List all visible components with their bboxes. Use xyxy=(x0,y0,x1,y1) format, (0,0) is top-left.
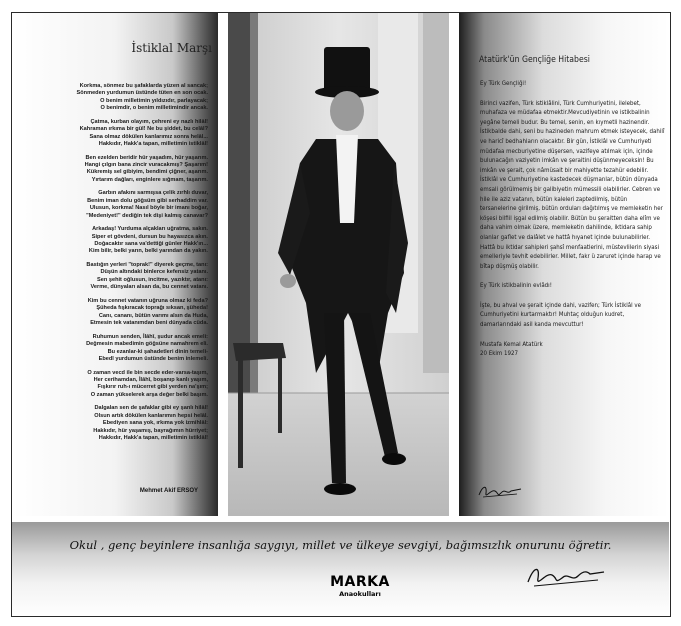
logo-name: MARKA xyxy=(330,574,390,590)
poem-line: Arkadaş! Yurduma alçakları uğratma, sakın. xyxy=(92,226,208,233)
istiklal-marsi-panel xyxy=(12,13,218,516)
poem-line: Hangi çılgın bana zincir vuracakmış? Şaşarım! xyxy=(84,162,208,169)
poem-line: Bu ezanlar-ki şahadetleri dinin temeli- xyxy=(107,348,208,355)
poem-line: Olsun artık dökülen kanlarımın hepsi helâl. xyxy=(94,412,208,419)
poem-line: Canı, cananı, bütün varımı alsın da Huda, xyxy=(98,312,208,319)
poem-stanza xyxy=(12,119,208,149)
poem-line: Fışkırır ruh-ı mücerret gibi yerden na'şım; xyxy=(97,384,208,391)
poem-stanza xyxy=(12,190,208,220)
poem-line: Benim iman dolu göğsüm gibi serhaddim var. xyxy=(87,197,208,204)
ataturk-signature-large xyxy=(524,562,606,590)
marka-logo xyxy=(320,574,400,598)
poem-line: Ebedî yurdumun üstünde benim inlemeli. xyxy=(98,355,208,362)
ataturk-signature-small xyxy=(477,481,523,501)
poem-line: Verme, dünyaları alsan da, bu cennet vatanı. xyxy=(90,284,208,291)
poem-line: O zaman vecd ile bin secde eder-varsa-taşım, xyxy=(87,369,208,376)
poem-line: Sönmeden yurdumun üstünde tüten en son ocak. xyxy=(76,90,208,97)
poem-line: Ulusun, korkma! Nasıl böyle bir imanı boğar, xyxy=(89,205,208,212)
poem-line: Kim bu cennet vatanın uğruna olmaz ki feda? xyxy=(87,297,208,304)
logo-subtitle: Anaokulları xyxy=(339,590,381,598)
ataturk-photo xyxy=(228,13,449,516)
poem-line: Kim bilir, belki yarın, belki yarından da yakın. xyxy=(88,248,208,255)
poem-line: Garbın afakını sarmışsa çelik zırhlı duvar, xyxy=(98,190,208,197)
poem-stanza xyxy=(12,226,208,256)
poem-line: Korkma, sönmez bu şafaklarda yüzen al sancak; xyxy=(79,83,208,89)
bottom-banner xyxy=(12,522,669,616)
poem-stanza xyxy=(12,298,208,328)
poem-line: Ebediyen sana yok, ırkıma yok izmihlâl: xyxy=(102,420,208,427)
hitabe-paragraph: Ey Türk Gençliği! xyxy=(480,79,527,87)
poem-stanza xyxy=(12,370,208,400)
poem-line: Ruhumun senden, İlâhî, şudur ancak emeli: xyxy=(92,333,208,340)
poem-line: Sana olmaz dökülen kanlarımız sonra helâl... xyxy=(89,133,208,140)
hitabe-paragraph: İşte, bu ahval ve şerait içinde dahi, vazifen; Türk İstiklâl ve Cumhuriyetini kurtarmaktır! Muhtaç olduğun kudret, damarlarındaki asil kanda mevcuttur! xyxy=(480,300,642,329)
poem-line: Hakkıdır, hür yaşamış, bayrağımın hürriyet; xyxy=(93,427,208,434)
hitabe-paragraph: Birinci vazifen, Türk istiklâlini, Türk Cumhuriyetini, ilelebet, muhafaza ve müdafaa etmektir.Mevcudiyetinin ve istikbalinin yegâne temeli budur. Bu temel, senin, en kıymetli hazinendir. İstikbalde dahi, seni bu hazineden mahrum etmek isteyecek, dahilî ve haricî bedhahların olacaktır. Bir gün, İstiklâl ve Cumhuriyeti müdafaa mecburiyetine düşersen, vazifeye atılmak için, içinde bulunacağın vaziyetin imkân ve şeraitini düşünmeyeceksin! Bu imkân ve şerait, çok nâmüsait bir mahiyette tezahür edebilir. İstiklâl ve Cumhuriyetine kastedecek düşmanlar, bütün dünyada emsali görülmemiş bir galibiyetin mümessili olabilirler. Cebren ve hile ile aziz vatanın, bütün kaleleri zaptedilmiş, bütün tersanelerine girilmiş, bütün orduları dağıtılmış ve memleketin her köşesi bilfiil işgal edilmiş olabilir. Bütün bu şeraitten daha elîm ve daha vahim olmak üzere, memleketin dahilinde, iktidara sahip olanlar gaflet ve dalâlet ve hattâ hıyanet içinde bulunabilirler. Hattâ bu iktidar sahipleri şahsî menfaatlerini, müstevlilerin siyasi emelleriyle tevhit edebilirler. Millet, fakr ü zaruret içinde harap ve bîtap düşmüş olabilir. xyxy=(480,98,665,270)
poem-line: Siper et gövdeni, dursun bu hayasızca akın. xyxy=(91,233,208,240)
istiklal-marsi-poem xyxy=(12,83,208,449)
school-slogan: Okul , genç beyinlere insanlığa saygıyı, millet ve ülkeye sevgiyi, bağımsızlık onurunu öğretir. xyxy=(69,538,612,552)
poem-line: Dalgalan sen de şafaklar gibi ey şanlı hilâl! xyxy=(94,405,208,412)
ataturk-portrait-illustration xyxy=(228,13,449,516)
poem-line: Etmesin tek vatanımdan beni dünyada cüda. xyxy=(90,320,208,327)
poem-line: O zaman yükselerek arşa değer belki başım. xyxy=(90,391,208,398)
poem-line: O benim milletimin yıldızıdır, parlayacak; xyxy=(100,97,208,104)
poem-stanza xyxy=(12,262,208,292)
poem-line: Yırtarım dağları, enginlere sığmam, taşarım. xyxy=(91,176,208,183)
genclige-hitabe-panel xyxy=(459,13,669,516)
poem-line: Her cerihamdan, İlâhî, boşanıp kanlı yaşım, xyxy=(93,376,208,383)
poem-stanza xyxy=(12,405,208,442)
genclige-hitabe-text xyxy=(480,79,665,359)
poem-line: Düşün altındaki binlerce kefensiz yatanı. xyxy=(100,269,208,276)
genclige-hitabe-title: Atatürk'ün Gençliğe Hitabesi xyxy=(479,55,590,65)
poem-line: Kükremiş sel gibiyim, bendimi çiğner, aşarım. xyxy=(86,169,208,176)
poem-line: Şüheda fışkıracak toprağı sıksan, şüheda! xyxy=(96,305,208,312)
poem-author: Mehmet Akif ERSOY xyxy=(139,488,198,494)
hitabe-signature-name: Mustafa Kemal Atatürk xyxy=(480,339,543,348)
poem-line: Bastığın yerleri "toprak!" diyerek geçme, tanı: xyxy=(86,262,208,269)
poem-line: Değmesin mabedimin göğsüne namahrem eli. xyxy=(86,341,208,348)
poem-line: Sen şehit oğlusun, incitme, yazıktır, atanı: xyxy=(97,276,208,283)
hitabe-signature-date: 20 Ekim 1927 xyxy=(480,349,519,358)
poem-line: Ben ezelden beridir hür yaşadım, hür yaşarım. xyxy=(85,154,208,161)
poem-stanza xyxy=(12,334,208,364)
poem-line: Doğacaktır sana va'dettiği günler Hakk'ın... xyxy=(94,241,208,248)
poem-line: Çatma, kurban olayım, çehreni ey nazlı hilâl! xyxy=(90,118,208,125)
poem-line: O benimdir, o benim milletimindir ancak. xyxy=(100,105,208,112)
poem-line: Kahraman ırkıma bir gül! Ne bu şiddet, bu celâl? xyxy=(79,126,208,133)
poem-line: Hakkıdır, Hakk'a tapan, milletimin istiklâl! xyxy=(98,434,208,441)
istiklal-marsi-title: İstiklal Marşı xyxy=(131,41,212,55)
poem-line: Hakkıdır, Hakk'a tapan, milletimin istiklâl! xyxy=(98,141,208,148)
poem-stanza xyxy=(12,83,208,113)
poem-stanza xyxy=(12,155,208,185)
hitabe-paragraph: Ey Türk istikbalinin evlâdı! xyxy=(480,281,552,290)
poem-line: "Medeniyet!" dediğin tek dişi kalmış canavar? xyxy=(86,212,208,219)
